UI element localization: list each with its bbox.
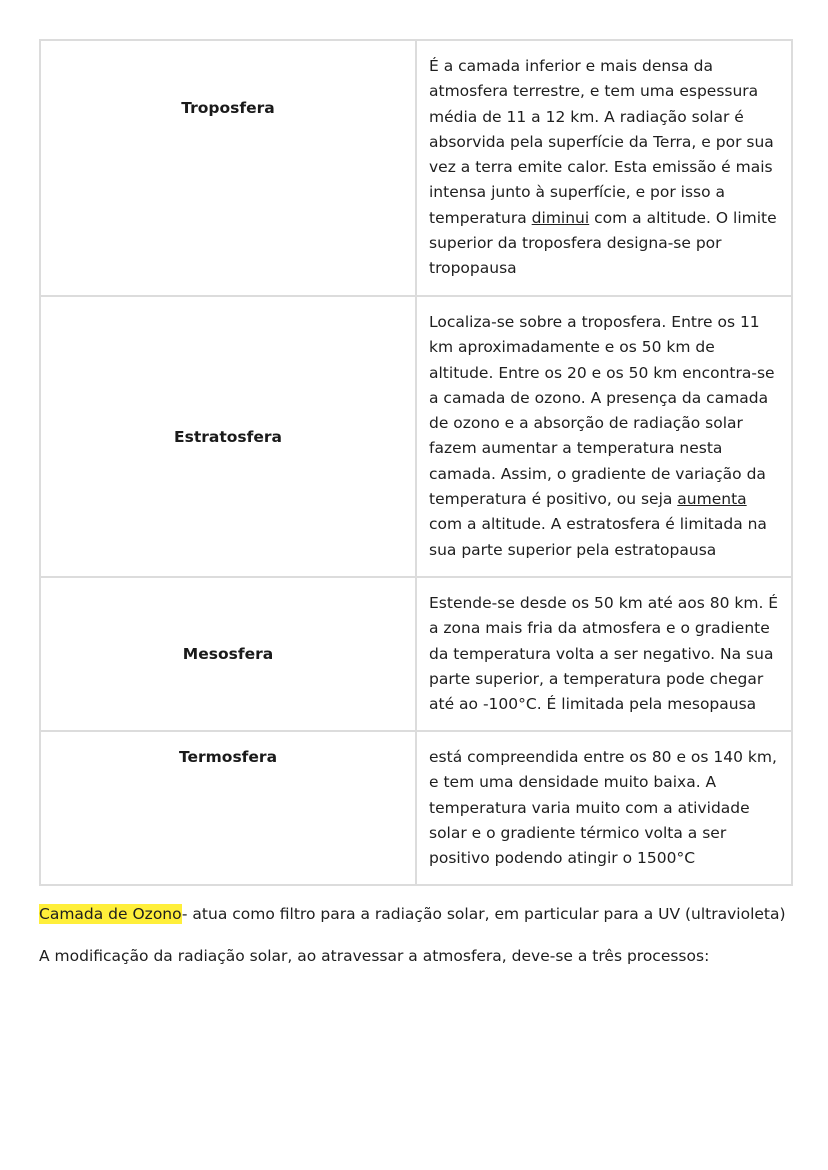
layer-description-troposfera: É a camada inferior e mais densa da atmosfera terrestre, e tem uma espessura média de 11 a 12 km. A radiação solar é absorvida pela superfície da Terra, e por sua vez a terra emite calor. Esta emissão é mais intensa junto à superfície, e por isso a temperatura diminui com a altitude. O limite superior da troposfera designa-se por tropopausa — [429, 57, 777, 278]
layer-name-cell — [40, 40, 416, 296]
underlined-word-aumenta: aumenta — [677, 490, 747, 509]
layer-description-cell — [416, 296, 792, 577]
processes-intro-paragraph: A modificação da radiação solar, ao atravessar a atmosfera, deve-se a três processos: — [39, 947, 710, 965]
layer-name-cell — [40, 577, 416, 731]
table-row — [40, 40, 792, 296]
ozone-layer-note — [39, 903, 786, 925]
table-row — [40, 296, 792, 577]
layer-description-cell — [416, 40, 792, 296]
layer-name-mesosfera: Mesosfera — [182, 645, 274, 663]
layer-name-termosfera: Termosfera — [178, 748, 278, 766]
layer-description-termosfera: está compreendida entre os 80 e os 140 km, e tem uma densidade muito baixa. A temperatura varia muito com a atividade solar e o gradiente térmico volta a ser positivo podendo atingir o 1500°C — [429, 748, 777, 868]
table-row — [40, 731, 792, 885]
layer-description-mesosfera: Estende-se desde os 50 km até aos 80 km. É a zona mais fria da atmosfera e o gradiente da temperatura volta a ser negativo. Na sua parte superior, a temperatura pode chegar até ao -100°C. É limitada pela mesopausa — [429, 594, 779, 714]
atmosphere-layers-table — [39, 39, 793, 886]
layer-name-cell — [40, 731, 416, 885]
layer-description-estratosfera: Localiza-se sobre a troposfera. Entre os 11 km aproximadamente e os 50 km de altitude. Entre os 20 e os 50 km encontra-se a camada de ozono. A presença da camada de ozono e a absorção de radiação solar fazem aumentar a temperatura nesta camada. Assim, o gradiente de variação da temperatura é positivo, ou seja aumenta com a altitude. A estratosfera é limitada na sua parte superior pela estratopausa — [429, 313, 775, 559]
layer-description-cell — [416, 577, 792, 731]
highlighted-term: Camada de Ozono — [39, 905, 182, 923]
layer-name-troposfera: Troposfera — [181, 99, 275, 117]
layer-name-cell — [40, 296, 416, 577]
table-row — [40, 577, 792, 731]
underlined-word-diminui: diminui — [531, 208, 590, 227]
layer-description-cell — [416, 731, 792, 885]
ozone-note-text: - atua como filtro para a radiação solar, em particular para a UV (ultravioleta) — [181, 905, 786, 923]
layer-name-estratosfera: Estratosfera — [174, 427, 282, 446]
